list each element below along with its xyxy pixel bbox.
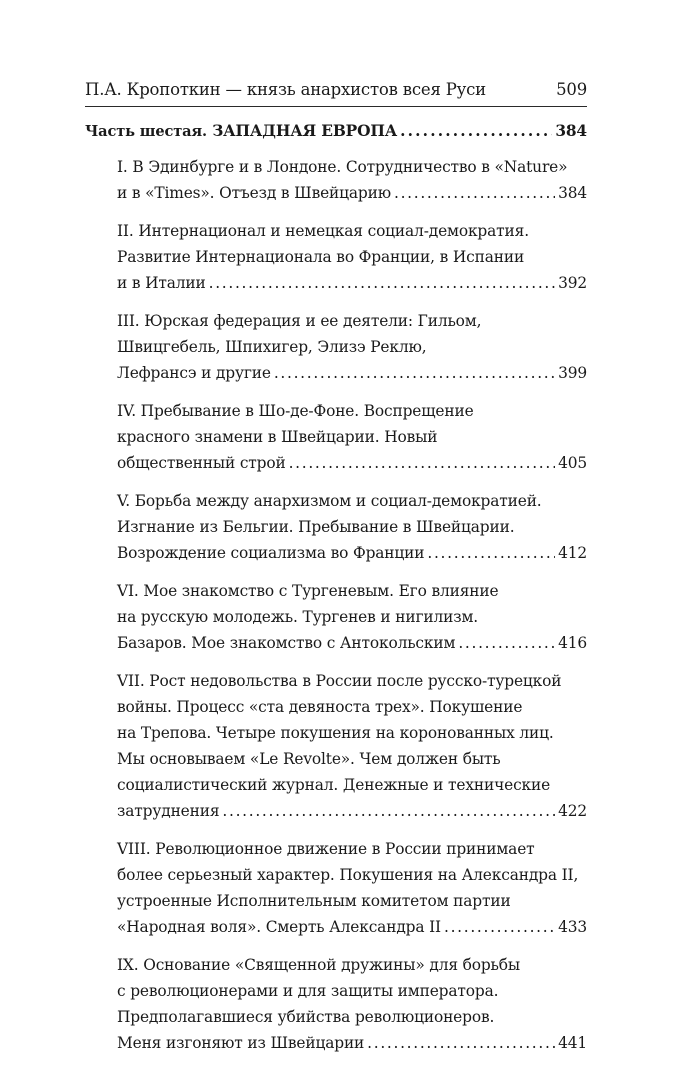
entry-line: социалистический журнал. Денежные и технические (117, 776, 551, 794)
entry-line: более серьезный характер. Покушения на Александра II, (117, 866, 579, 884)
part-page: 384 (555, 122, 587, 140)
entry-line: Базаров. Мое знакомство с Антокольским (117, 634, 456, 652)
entry-line: «Народная воля». Смерть Александра II (117, 918, 441, 936)
entry-line: на русскую молодежь. Тургенев и нигилизм. (117, 608, 479, 626)
toc-entry (85, 578, 587, 656)
toc-entry (85, 952, 587, 1056)
part-label: Часть шестая. (85, 123, 207, 140)
entry-line: VI. Мое знакомство с Тургеневым. Его влияние (117, 582, 499, 600)
entry-last-line (117, 450, 587, 476)
entry-line: IX. Основание «Священной дружины» для борьбы (117, 956, 521, 974)
toc-entry (85, 218, 587, 296)
entry-line: Швицгебель, Шпихигер, Элизэ Реклю, (117, 338, 427, 356)
toc-entry (85, 308, 587, 386)
entry-page: 412 (558, 544, 587, 562)
entry-line: общественный строй (117, 454, 286, 472)
entry-page: 441 (558, 1034, 587, 1052)
entry-line: Возрождение социализма во Франции (117, 544, 425, 562)
entry-line: II. Интернационал и немецкая социал-демократия. (117, 222, 529, 240)
entry-line: Лефрансэ и другие (117, 364, 271, 382)
entry-line: Меня изгоняют из Швейцарии (117, 1034, 365, 1052)
leader-dots (394, 180, 555, 206)
entry-last-line (117, 270, 587, 296)
entry-line: Предполагавшиеся убийства революционеров. (117, 1008, 495, 1026)
table-of-contents (85, 118, 587, 1068)
entry-page: 392 (558, 274, 587, 292)
part-heading (85, 118, 587, 145)
leader-dots (289, 450, 555, 476)
leader-dots (444, 914, 555, 940)
toc-entry (85, 668, 587, 824)
entry-last-line (117, 540, 587, 566)
entry-line: V. Борьба между анархизмом и социал-демократией. (117, 492, 542, 510)
entry-line: Мы основываем «Le Revolte». Чем должен быть (117, 750, 501, 768)
entry-line: и в «Times». Отъезд в Швейцарию (117, 184, 391, 202)
entry-line: красного знамени в Швейцарии. Новый (117, 428, 438, 446)
entry-line: затруднения (117, 802, 220, 820)
entry-page: 416 (558, 634, 587, 652)
leader-dots (400, 118, 552, 144)
entry-line: VII. Рост недовольства в России после русско-турецкой (117, 672, 562, 690)
toc-entry (85, 836, 587, 940)
leader-dots (367, 1030, 555, 1056)
entry-line: с революционерами и для защиты императора. (117, 982, 499, 1000)
leader-dots (458, 630, 555, 656)
leader-dots (274, 360, 555, 386)
entry-line: I. В Эдинбурге и в Лондоне. Сотрудничество в «Nature» (117, 158, 568, 176)
entry-last-line (117, 360, 587, 386)
entry-last-line (117, 630, 587, 656)
entry-line: IV. Пребывание в Шо-де-Фоне. Воспрещение (117, 402, 474, 420)
entry-page: 384 (558, 184, 587, 202)
toc-entries (85, 154, 587, 1056)
toc-entry (85, 154, 587, 206)
entry-line: VIII. Революционное движение в России принимает (117, 840, 535, 858)
toc-entry (85, 488, 587, 566)
entry-last-line (117, 1030, 587, 1056)
entry-page: 422 (558, 802, 587, 820)
page-number: 509 (556, 80, 587, 99)
entry-last-line (117, 914, 587, 940)
entry-last-line (117, 798, 587, 824)
leader-dots (427, 540, 555, 566)
entry-page: 405 (558, 454, 587, 472)
entry-line: Изгнание из Бельгии. Пребывание в Швейцарии. (117, 518, 515, 536)
entry-page: 433 (558, 918, 587, 936)
entry-line: III. Юрская федерация и ее деятели: Гильом, (117, 312, 482, 330)
entry-last-line (117, 180, 587, 206)
entry-line: на Трепова. Четыре покушения на коронованных лиц. (117, 724, 554, 742)
header-divider (85, 106, 587, 107)
entry-line: устроенные Исполнительным комитетом партии (117, 892, 511, 910)
running-title: П.А. Кропоткин — князь анархистов всея Руси (85, 80, 486, 99)
entry-line: и в Италии (117, 274, 206, 292)
entry-line: Развитие Интернационала во Франции, в Испании (117, 248, 525, 266)
leader-dots (209, 270, 555, 296)
entry-page: 399 (558, 364, 587, 382)
toc-entry (85, 398, 587, 476)
running-header (85, 80, 587, 99)
leader-dots (222, 798, 555, 824)
part-title: ЗАПАДНАЯ ЕВРОПА (212, 122, 398, 140)
entry-line: войны. Процесс «ста девяноста трех». Покушение (117, 698, 523, 716)
